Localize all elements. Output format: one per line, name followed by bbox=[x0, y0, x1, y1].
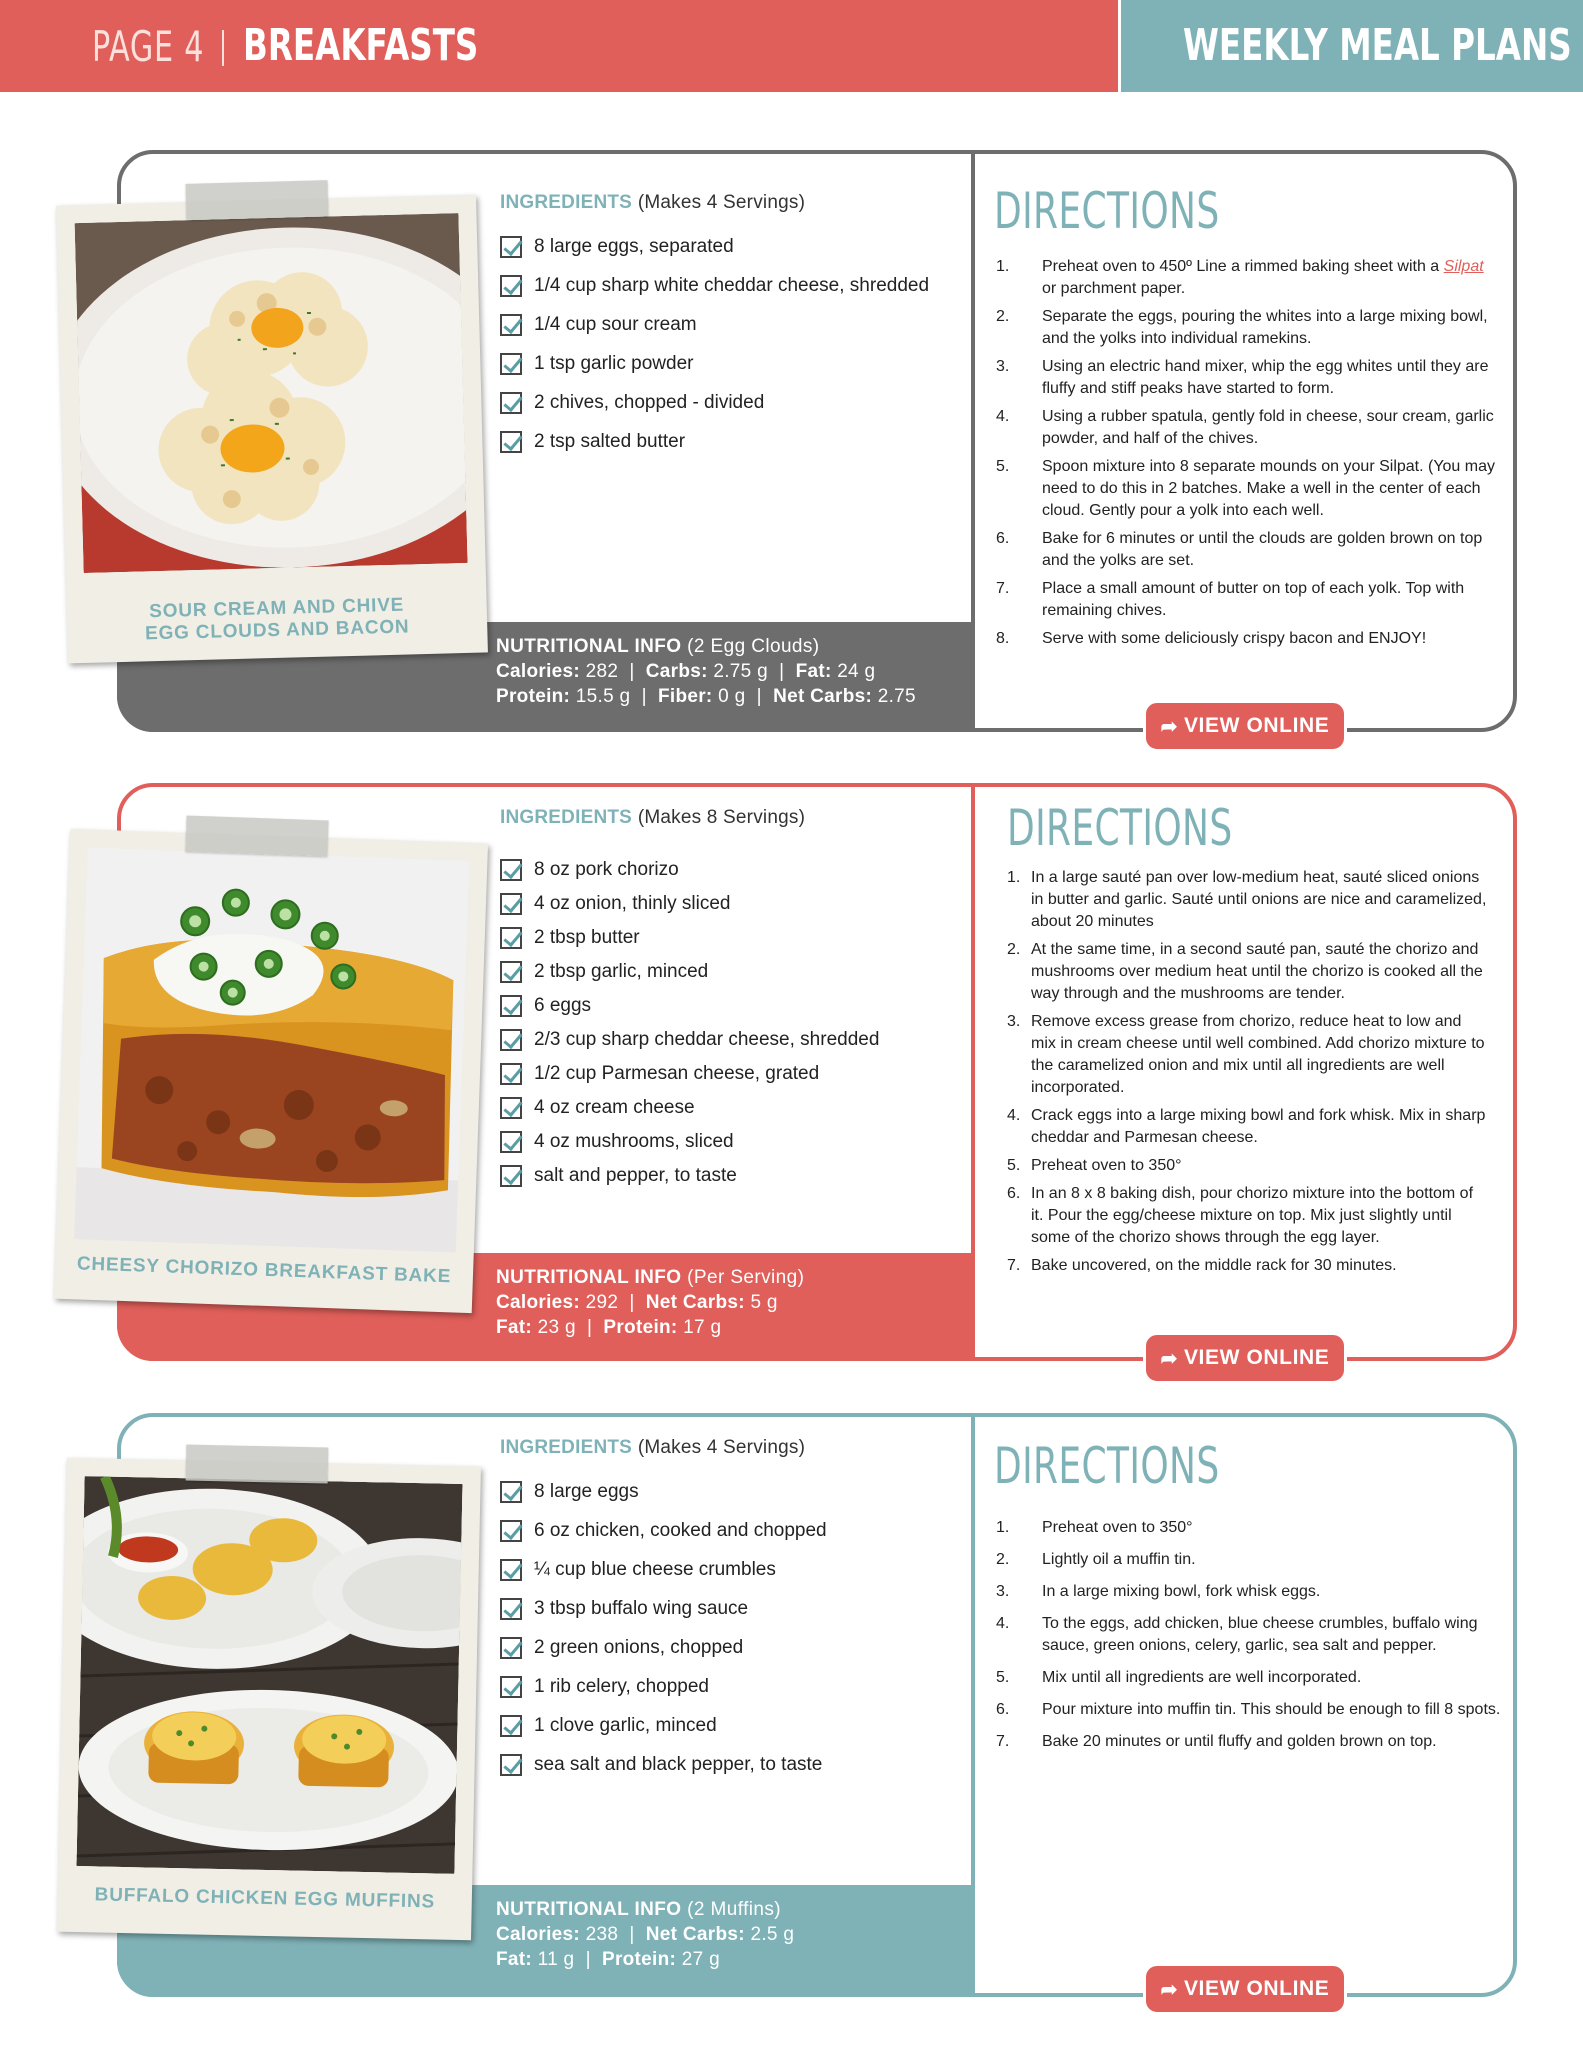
step-number: 3. bbox=[1007, 1013, 1021, 1030]
ingredient-item bbox=[500, 1027, 940, 1052]
ingredient-text: 2 chives, chopped - divided bbox=[534, 392, 765, 413]
step-text: Using a rubber spatula, gently fold in cheese, sour cream, garlic powder, and half of the chives. bbox=[1042, 408, 1494, 447]
directions-list bbox=[996, 256, 1502, 656]
checkbox-icon[interactable] bbox=[500, 1481, 522, 1503]
ingredient-text: 2 tbsp butter bbox=[534, 927, 640, 948]
ingredient-text: 2 green onions, chopped bbox=[534, 1637, 744, 1658]
egg-clouds-photo bbox=[75, 213, 468, 573]
checkbox-icon[interactable] bbox=[500, 1598, 522, 1620]
step-number: 6. bbox=[996, 1701, 1010, 1718]
direction-step bbox=[1007, 1105, 1487, 1149]
step-number: 2. bbox=[996, 1551, 1010, 1568]
direction-step bbox=[996, 1517, 1502, 1539]
checkbox-icon[interactable] bbox=[500, 1637, 522, 1659]
step-text: In a large sauté pan over low-medium heat, sauté sliced onions in butter and garlic. Sauté until onions are nice and caramelized, about 20 minutes bbox=[1031, 869, 1487, 930]
step-number: 6. bbox=[1007, 1185, 1021, 1202]
nutrition-basis: (2 Egg Clouds) bbox=[687, 636, 820, 657]
step-text: Serve with some deliciously crispy bacon and ENJOY! bbox=[1042, 630, 1427, 647]
nutrition-line-1: Calories: 292 | Net Carbs: 5 g bbox=[496, 1292, 778, 1313]
ingredient-item bbox=[500, 1061, 940, 1086]
view-online-button[interactable]: ➦ VIEW ONLINE bbox=[1143, 1963, 1347, 2015]
ingredient-item bbox=[500, 312, 940, 337]
share-arrow-icon: ➦ bbox=[1160, 1978, 1178, 2001]
page-label: PAGE 4 bbox=[92, 22, 205, 71]
ingredients-list bbox=[500, 857, 940, 1197]
step-number: 3. bbox=[996, 358, 1010, 375]
directions-heading: DIRECTIONS bbox=[994, 1437, 1220, 1495]
ingredient-item bbox=[500, 1479, 940, 1504]
ingredient-text: 4 oz mushrooms, sliced bbox=[534, 1131, 734, 1152]
nutrition-label: NUTRITIONAL INFO bbox=[496, 1267, 682, 1288]
step-text: In an 8 x 8 baking dish, pour chorizo mixture into the bottom of it. Pour the egg/cheese mixture on top. Mix just slightly until some of the chorizo shows through the egg layer. bbox=[1031, 1185, 1474, 1246]
directions-list bbox=[996, 1517, 1502, 1763]
step-text: Bake for 6 minutes or until the clouds are golden brown on top and the yolks are set. bbox=[1042, 530, 1483, 569]
step-text: Separate the eggs, pouring the whites into a large mixing bowl, and the yolks into individual ramekins. bbox=[1042, 308, 1488, 347]
checkbox-icon[interactable] bbox=[500, 1559, 522, 1581]
step-text: Using an electric hand mixer, whip the egg whites until they are fluffy and stiff peaks have started to form. bbox=[1042, 358, 1489, 397]
recipe-photo-card bbox=[54, 829, 488, 1313]
checkbox-icon[interactable] bbox=[500, 1029, 522, 1051]
ingredient-text: 2 tsp salted butter bbox=[534, 431, 686, 452]
direction-step bbox=[996, 1667, 1502, 1689]
direction-step bbox=[1007, 867, 1487, 933]
direction-step bbox=[996, 356, 1502, 400]
view-online-button[interactable]: ➦ VIEW ONLINE bbox=[1143, 1332, 1347, 1384]
step-text: Mix until all ingredients are well incorporated. bbox=[1042, 1669, 1362, 1686]
step-number: 5. bbox=[996, 1669, 1010, 1686]
ingredient-item bbox=[500, 1713, 940, 1738]
ingredient-text: ¼ cup blue cheese crumbles bbox=[534, 1559, 776, 1580]
checkbox-icon[interactable] bbox=[500, 893, 522, 915]
ingredient-text: 3 tbsp buffalo wing sauce bbox=[534, 1598, 749, 1619]
checkbox-icon[interactable] bbox=[500, 995, 522, 1017]
direction-step bbox=[996, 1613, 1502, 1657]
step-number: 1. bbox=[1007, 869, 1021, 886]
silpat-link[interactable]: Silpat bbox=[1443, 258, 1484, 275]
step-number: 4. bbox=[996, 408, 1010, 425]
nutrition-basis: (2 Muffins) bbox=[687, 1899, 781, 1920]
servings-note: (Makes 4 Servings) bbox=[637, 192, 806, 213]
ingredient-item bbox=[500, 234, 940, 259]
view-online-button[interactable]: ➦ VIEW ONLINE bbox=[1143, 700, 1347, 752]
ingredient-item bbox=[500, 1752, 940, 1777]
ingredient-item bbox=[500, 351, 940, 376]
recipe-caption: BUFFALO CHICKEN EGG MUFFINS bbox=[94, 1884, 436, 1913]
ingredient-text: 8 large eggs, separated bbox=[534, 236, 734, 257]
step-number: 7. bbox=[996, 1733, 1010, 1750]
step-number: 8. bbox=[996, 630, 1010, 647]
ingredient-text: 6 oz chicken, cooked and chopped bbox=[534, 1520, 827, 1541]
ingredient-item bbox=[500, 993, 940, 1018]
direction-step bbox=[1007, 1155, 1487, 1177]
recipe-caption: CHEESY CHORIZO BREAKFAST BAKE bbox=[76, 1253, 452, 1288]
step-number: 6. bbox=[996, 530, 1010, 547]
checkbox-icon[interactable] bbox=[500, 353, 522, 375]
ingredient-text: 1/4 cup sour cream bbox=[534, 314, 697, 335]
ingredients-heading: INGREDIENTS (Makes 8 Servings) bbox=[500, 807, 806, 828]
ingredient-text: sea salt and black pepper, to taste bbox=[534, 1754, 823, 1775]
ingredient-item bbox=[500, 1635, 940, 1660]
checkbox-icon[interactable] bbox=[500, 1754, 522, 1776]
step-number: 3. bbox=[996, 1583, 1010, 1600]
step-text: At the same time, in a second sauté pan, sauté the chorizo and mushrooms over medium heat until the chorizo is cooked all the way through and the mushrooms are tender. bbox=[1031, 941, 1483, 1002]
step-number: 4. bbox=[1007, 1107, 1021, 1124]
ingredient-item bbox=[500, 925, 940, 950]
direction-step bbox=[996, 578, 1502, 622]
step-text: Preheat oven to 450º Line a rimmed baking sheet with a Silpat or parchment paper. bbox=[1042, 258, 1484, 297]
nutrition-line-2: Protein: 15.5 g | Fiber: 0 g | Net Carbs: 2.75 bbox=[496, 686, 916, 707]
ingredients-heading: INGREDIENTS (Makes 4 Servings) bbox=[500, 1437, 806, 1458]
ingredients-list bbox=[500, 234, 940, 468]
ingredient-text: 8 oz pork chorizo bbox=[534, 859, 679, 880]
nutrition-line-2: Fat: 11 g | Protein: 27 g bbox=[496, 1949, 720, 1970]
direction-step bbox=[996, 306, 1502, 350]
ingredient-text: 2 tbsp garlic, minced bbox=[534, 961, 709, 982]
nutrition-basis: (Per Serving) bbox=[687, 1267, 805, 1288]
chorizo-bake-photo bbox=[74, 847, 469, 1252]
direction-step bbox=[996, 406, 1502, 450]
header-divider bbox=[222, 30, 224, 66]
checkbox-icon[interactable] bbox=[500, 961, 522, 983]
egg-muffins-photo bbox=[76, 1476, 462, 1874]
nutrition-line-1: Calories: 282 | Carbs: 2.75 g | Fat: 24 g bbox=[496, 661, 876, 682]
checkbox-icon[interactable] bbox=[500, 314, 522, 336]
directions-list bbox=[1007, 867, 1487, 1283]
direction-step bbox=[996, 628, 1502, 650]
ingredient-item bbox=[500, 959, 940, 984]
direction-step bbox=[1007, 1183, 1487, 1249]
ingredient-text: 6 eggs bbox=[534, 995, 592, 1016]
step-text: Preheat oven to 350° bbox=[1042, 1519, 1193, 1536]
step-text: Bake 20 minutes or until fluffy and golden brown on top. bbox=[1042, 1733, 1437, 1750]
ingredient-text: 1/4 cup sharp white cheddar cheese, shredded bbox=[534, 275, 930, 296]
ingredient-item bbox=[500, 857, 940, 882]
direction-step bbox=[996, 1731, 1502, 1753]
direction-step bbox=[996, 256, 1502, 300]
section-title: BREAKFASTS bbox=[243, 20, 479, 71]
nutrition-label: NUTRITIONAL INFO bbox=[496, 1899, 682, 1920]
step-number: 5. bbox=[1007, 1157, 1021, 1174]
ingredient-item bbox=[500, 1518, 940, 1543]
series-banner bbox=[1121, 0, 1583, 92]
direction-step bbox=[996, 1581, 1502, 1603]
step-text: Lightly oil a muffin tin. bbox=[1042, 1551, 1196, 1568]
ingredient-text: 2/3 cup sharp cheddar cheese, shredded bbox=[534, 1029, 880, 1050]
direction-step bbox=[1007, 1255, 1487, 1277]
tape-strip bbox=[185, 816, 328, 857]
step-number: 2. bbox=[1007, 941, 1021, 958]
ingredient-item bbox=[500, 1674, 940, 1699]
ingredient-text: 4 oz cream cheese bbox=[534, 1097, 695, 1118]
header-bar bbox=[0, 0, 1118, 92]
directions-heading: DIRECTIONS bbox=[994, 182, 1220, 240]
tape-strip bbox=[186, 180, 329, 220]
step-number: 1. bbox=[996, 1519, 1010, 1536]
ingredient-item bbox=[500, 891, 940, 916]
ingredients-heading: INGREDIENTS (Makes 4 Servings) bbox=[500, 192, 806, 213]
direction-step bbox=[1007, 1011, 1487, 1099]
direction-step bbox=[1007, 939, 1487, 1005]
servings-note: (Makes 8 Servings) bbox=[637, 807, 806, 828]
ingredient-text: salt and pepper, to taste bbox=[534, 1165, 737, 1186]
direction-step bbox=[996, 1699, 1502, 1721]
directions-heading: DIRECTIONS bbox=[1007, 799, 1233, 857]
checkbox-icon[interactable] bbox=[500, 1097, 522, 1119]
step-text: Preheat oven to 350° bbox=[1031, 1157, 1182, 1174]
ingredient-item bbox=[500, 1163, 940, 1188]
ingredient-item bbox=[500, 1596, 940, 1621]
recipe-photo-card bbox=[57, 1458, 481, 1941]
checkbox-icon[interactable] bbox=[500, 859, 522, 881]
checkbox-icon[interactable] bbox=[500, 1165, 522, 1187]
checkbox-icon[interactable] bbox=[500, 1676, 522, 1698]
step-text: In a large mixing bowl, fork whisk eggs. bbox=[1042, 1583, 1321, 1600]
step-text: Spoon mixture into 8 separate mounds on your Silpat. (You may need to do this in 2 batches. Make a well in the center of each cloud. Gently pour a yolk into each well. bbox=[1042, 458, 1495, 519]
ingredient-text: 8 large eggs bbox=[534, 1481, 639, 1502]
step-text: Pour mixture into muffin tin. This should be enough to fill 8 spots. bbox=[1042, 1701, 1501, 1718]
step-number: 4. bbox=[996, 1615, 1010, 1632]
tape-strip bbox=[186, 1445, 329, 1484]
direction-step bbox=[996, 528, 1502, 572]
direction-step bbox=[996, 1549, 1502, 1571]
recipe-caption: SOUR CREAM AND CHIVE EGG CLOUDS AND BACON bbox=[144, 594, 410, 645]
recipe-photo-card bbox=[56, 195, 488, 664]
nutrition-label: NUTRITIONAL INFO bbox=[496, 636, 682, 657]
share-arrow-icon: ➦ bbox=[1160, 715, 1178, 738]
nutrition-line-2: Fat: 23 g | Protein: 17 g bbox=[496, 1317, 722, 1338]
series-title: WEEKLY MEAL PLANS bbox=[1183, 20, 1572, 71]
ingredient-item bbox=[500, 1095, 940, 1120]
step-text: Crack eggs into a large mixing bowl and fork whisk. Mix in sharp cheddar and Parmesan cheese. bbox=[1031, 1107, 1486, 1146]
checkbox-icon[interactable] bbox=[500, 392, 522, 414]
nutrition-line-1: Calories: 238 | Net Carbs: 2.5 g bbox=[496, 1924, 795, 1945]
checkbox-icon[interactable] bbox=[500, 236, 522, 258]
direction-step bbox=[996, 456, 1502, 522]
servings-note: (Makes 4 Servings) bbox=[637, 1437, 806, 1458]
step-number: 5. bbox=[996, 458, 1010, 475]
step-number: 7. bbox=[1007, 1257, 1021, 1274]
ingredient-item bbox=[500, 429, 940, 454]
checkbox-icon[interactable] bbox=[500, 1520, 522, 1542]
step-text: Remove excess grease from chorizo, reduce heat to low and mix in cream cheese until well combined. Add chorizo mixture to the caramelized onion and mix until all ingredients are well incorporated. bbox=[1031, 1013, 1485, 1096]
checkbox-icon[interactable] bbox=[500, 1715, 522, 1737]
step-text: Bake uncovered, on the middle rack for 30 minutes. bbox=[1031, 1257, 1397, 1274]
checkbox-icon[interactable] bbox=[500, 1063, 522, 1085]
checkbox-icon[interactable] bbox=[500, 1131, 522, 1153]
ingredients-list bbox=[500, 1479, 940, 1791]
ingredient-text: 1 clove garlic, minced bbox=[534, 1715, 717, 1736]
checkbox-icon[interactable] bbox=[500, 431, 522, 453]
ingredient-item bbox=[500, 390, 940, 415]
checkbox-icon[interactable] bbox=[500, 927, 522, 949]
step-text: Place a small amount of butter on top of each yolk. Top with remaining chives. bbox=[1042, 580, 1465, 619]
ingredient-text: 4 oz onion, thinly sliced bbox=[534, 893, 731, 914]
step-number: 2. bbox=[996, 308, 1010, 325]
step-number: 7. bbox=[996, 580, 1010, 597]
ingredient-item bbox=[500, 273, 940, 298]
ingredient-text: 1 tsp garlic powder bbox=[534, 353, 694, 374]
ingredient-item bbox=[500, 1557, 940, 1582]
share-arrow-icon: ➦ bbox=[1160, 1347, 1178, 1370]
ingredient-text: 1 rib celery, chopped bbox=[534, 1676, 709, 1697]
checkbox-icon[interactable] bbox=[500, 275, 522, 297]
step-text: To the eggs, add chicken, blue cheese crumbles, buffalo wing sauce, green onions, celery, garlic, sea salt and pepper. bbox=[1042, 1615, 1478, 1654]
ingredient-item bbox=[500, 1129, 940, 1154]
step-number: 1. bbox=[996, 258, 1010, 275]
ingredient-text: 1/2 cup Parmesan cheese, grated bbox=[534, 1063, 820, 1084]
